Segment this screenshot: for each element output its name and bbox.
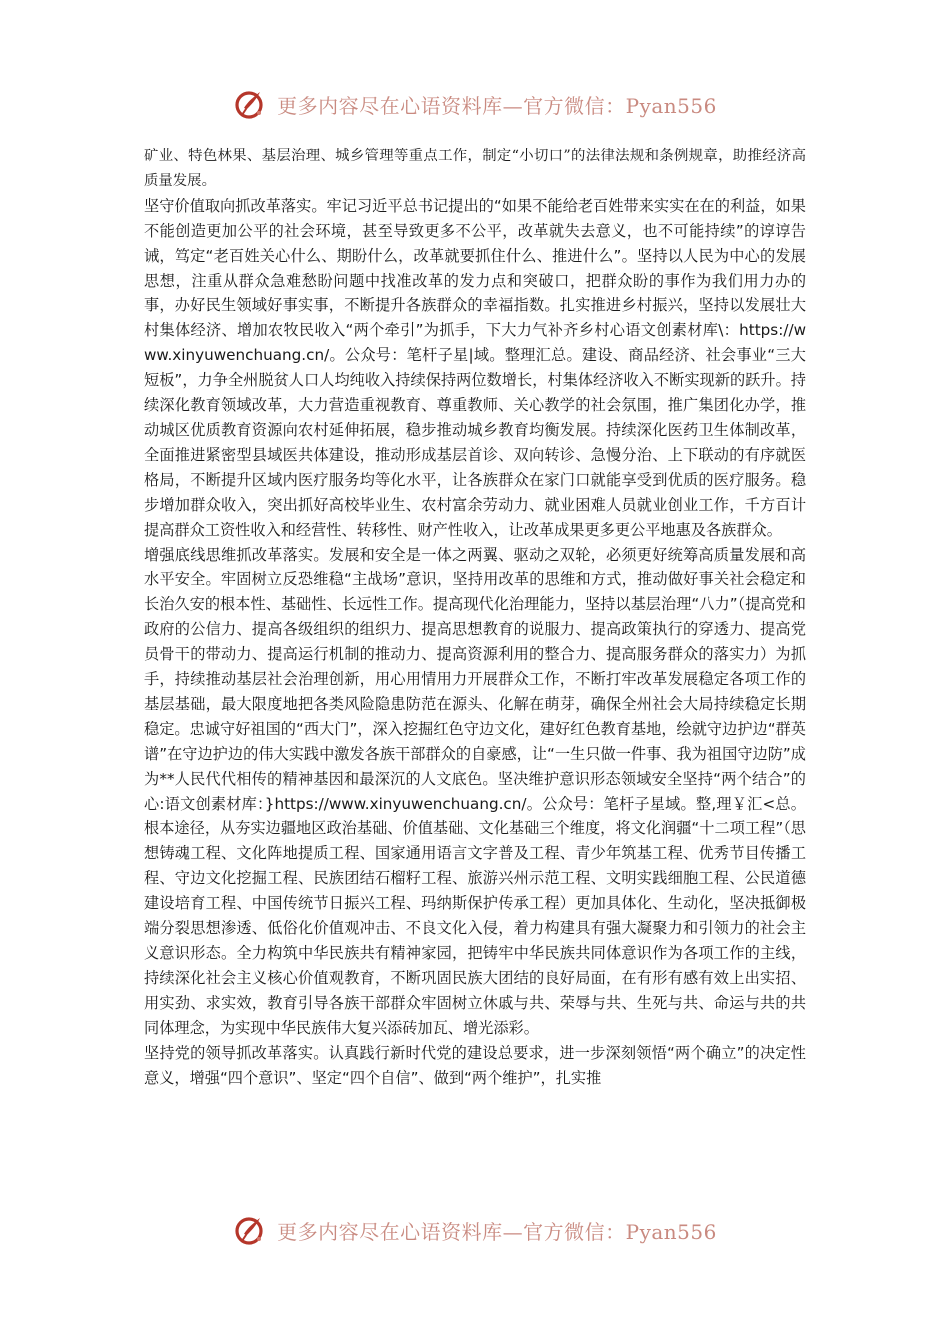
writing-logo-icon: [233, 86, 269, 122]
paragraph-continuation: 矿业、特色林果、基层治理、城乡管理等重点工作，制定“小切口”的法律法规和条例规章，助推经济高质量发展。: [144, 148, 806, 189]
writing-logo-icon: [233, 1212, 269, 1248]
paragraph-party-leadership: 坚持党的领导抓改革落实。认真践行新时代党的建设总要求，进一步深刻领悟“两个确立”的决定性意义，增强“四个意识”、坚定“四个自信”、做到“两个维护”，扎实推: [144, 1043, 806, 1087]
header-banner: [0, 82, 950, 126]
paragraph-bottom-line-thinking: 增强底线思维抓改革落实。发展和安全是一体之两翼、驱动之双轮，必须更好统筹高质量发展和高水平安全。牢固树立反恐维稳“主战场”意识，坚持用改革的思维和方式，推动做好事关社会稳定和长治久安的根本性、基础性、长远性工作。提高现代化治理能力，坚持以基层治理“八力”（提高党和政府的公信力、提高各级组织的组织力、提高思想教育的说服力、提高政策执行的穿透力、提高党员骨干的带动力、提高运行机制的推动力、提高资源利用的整合力、提高服务群众的落实力）为抓手，持续推动基层社会治理创新，用心用情用力开展群众工作，不断打牢改革发展稳定各项工作的基层基础，最大限度地把各类风险隐患防范在源头、化解在萌芽，确保全州社会大局持续稳定长期稳定。忠诚守好祖国的“西大门”，深入挖掘红色守边文化，建好红色教育基地，绘就守边护边“群英谱”在守边护边的伟大实践中激发各族干部群众的自豪感，让“一生只做一件事、我为祖国守边防”成为**人民代代相传的精神基因和最深沉的人文底色。坚决维护意识形态领域安全坚持“两个结合”的心:语文创素材库：}https://www.xinyuwenchuang.cn/。公众号：笔杆子星域。整,理￥汇<总。根本途径，从夯实边疆地区政治基础、价值基础、文化基础三个维度，将文化润疆“十二项工程”（思想铸魂工程、文化阵地提质工程、国家通用语言文字普及工程、青少年筑基工程、优秀节目传播工程、守边文化挖掘工程、民族团结石榴籽工程、旅游兴州示范工程、文明实践细胞工程、公民道德建设培育工程、中国传统节日振兴工程、玛纳斯保护传承工程）更加具体化、生动化，坚决抵御极端分裂思想渗透、低俗化价值观冲击、不良文化入侵，着力构建具有强大凝聚力和引领力的社会主义意识形态。全力构筑中华民族共有精神家园，把铸牢中华民族共同体意识作为各项工作的主线，持续深化社会主义核心价值观教育，不断巩固民族大团结的良好局面，在有形有感有效上出实招、用实劲、求实效，教育引导各族干部群众牢固树立休戚与共、荣辱与共、生死与共、命运与共的共同体理念，为实现中华民族伟大复兴添砖加瓦、增光添彩。: [144, 545, 806, 1037]
document-body: [144, 144, 806, 1090]
footer-banner: [0, 1208, 950, 1252]
header-banner-text: 更多内容尽在心语资料库—官方微信：Pyan556: [277, 93, 717, 118]
paragraph-value-orientation: 坚守价值取向抓改革落实。牢记习近平总书记提出的“如果不能给老百姓带来实实在在的利益，如果不能创造更加公平的社会环境，甚至导致更多不公平，改革就失去意义，也不可能持续”的谆谆告诫，笃定“老百姓关心什么、期盼什么，改革就要抓住什么、推进什么”。坚持以人民为中心的发展思想，注重从群众急难愁盼问题中找准改革的发力点和突破口，把群众盼的事作为我们用力办的事，办好民生领域好事实事，不断提升各族群众的幸福指数。扎实推进乡村振兴，坚持以发展壮大村集体经济、增加农牧民收入“两个牵引”为抓手，下大力气补齐乡村心语文创素材库\：https://www.xinyuwenchuang.cn/。公众号：笔杆子星|域。整理汇总。建设、商品经济、社会事业“三大短板”，力争全州脱贫人口人均纯收入持续保持两位数增长，村集体经济收入不断实现新的跃升。持续深化教育领域改革，大力营造重视教育、尊重教师、关心教学的社会氛围，推广集团化办学，推动城区优质教育资源向农村延伸拓展，稳步推动城乡教育均衡发展。持续深化医药卫生体制改革，全面推进紧密型县域医共体建设，推动形成基层首诊、双向转诊、急慢分治、上下联动的有序就医格局，不断提升区域内医疗服务均等化水平，让各族群众在家门口就能享受到优质的医疗服务。稳步增加群众收入，突出抓好高校毕业生、农村富余劳动力、就业困难人员就业创业工作，千方百计提高群众工资性收入和经营性、转移性、财产性收入，让改革成果更多更公平地惠及各族群众。: [144, 196, 806, 539]
footer-banner-text: 更多内容尽在心语资料库—官方微信：Pyan556: [277, 1219, 717, 1244]
